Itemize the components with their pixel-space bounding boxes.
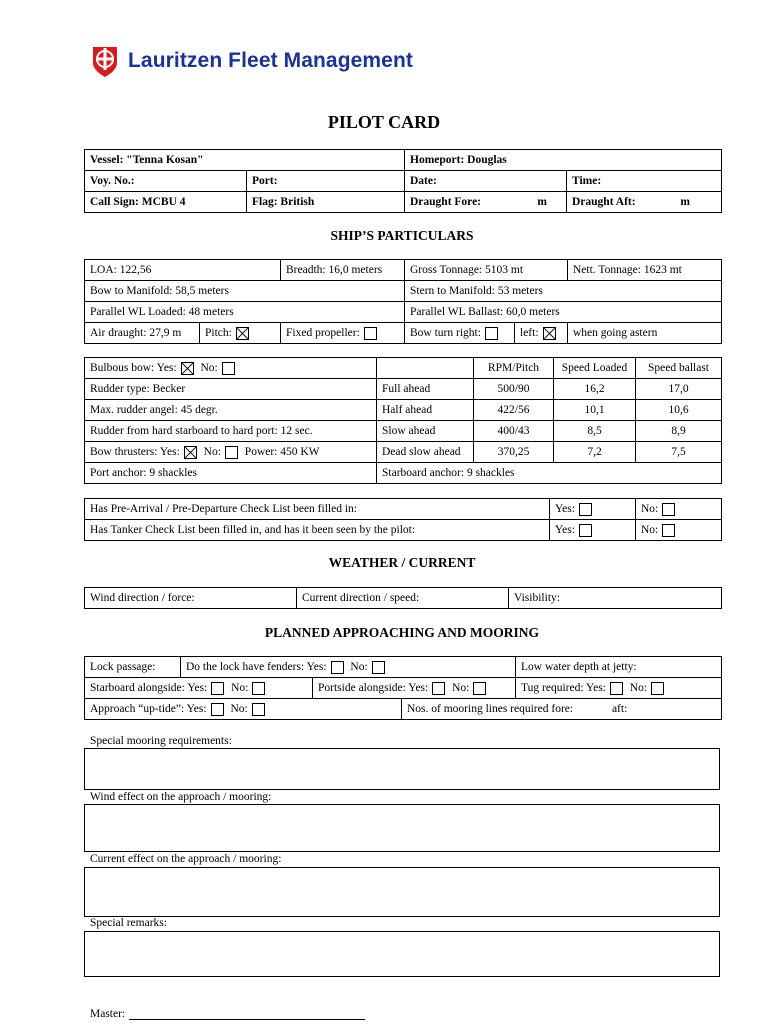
approach-uptide-cell <box>85 699 402 720</box>
tug-yes-checkbox[interactable] <box>610 682 623 695</box>
company-name: Lauritzen Fleet Management <box>128 49 413 72</box>
port-field[interactable]: Port: <box>247 171 405 192</box>
bulbous-no-checkbox[interactable] <box>222 362 235 375</box>
tug-required-label: Tug required: <box>521 681 584 694</box>
pre-arrival-yes-cell <box>550 499 636 520</box>
speed-row-ballast: 7,5 <box>636 442 722 463</box>
wind-effect-label: Wind effect on the approach / mooring: <box>90 791 272 803</box>
speed-header-blank <box>377 358 474 379</box>
draught-fore-unit: m <box>537 196 547 208</box>
starboard-alongside-label: Starboard alongside: <box>90 681 185 694</box>
speed-row-label: Slow ahead <box>377 421 474 442</box>
vessel-name: Vessel: "Tenna Kosan" <box>85 150 405 171</box>
low-water-depth-field[interactable]: Low water depth at jetty: <box>516 657 722 678</box>
starboard-anchor: Starboard anchor: 9 shackles <box>377 463 722 484</box>
nett-tonnage: Nett. Tonnage: 1623 mt <box>568 260 722 281</box>
portside-yes-checkbox[interactable] <box>432 682 445 695</box>
visibility-field[interactable]: Visibility: <box>509 588 722 609</box>
special-mooring-textarea[interactable] <box>84 748 720 790</box>
rudder-hard-over-time: Rudder from hard starboard to hard port: 12 sec. <box>85 421 377 442</box>
special-mooring-label: Special mooring requirements: <box>90 735 232 747</box>
lock-fenders-cell <box>181 657 516 678</box>
flag: Flag: British <box>247 192 405 213</box>
speed-row-loaded: 16,2 <box>554 379 636 400</box>
lock-passage: Lock passage: <box>85 657 181 678</box>
bulbous-bow-cell <box>85 358 377 379</box>
starboard-yes-checkbox[interactable] <box>211 682 224 695</box>
speed-ballast-header: Speed ballast <box>636 358 722 379</box>
voyage-number-field[interactable]: Voy. No.: <box>85 171 247 192</box>
pitch-label: Pitch: <box>205 326 232 339</box>
wind-direction-field[interactable]: Wind direction / force: <box>85 588 297 609</box>
speed-row-ballast: 10,6 <box>636 400 722 421</box>
current-direction-field[interactable]: Current direction / speed: <box>297 588 509 609</box>
thruster-power: Power: 450 KW <box>244 445 320 458</box>
mooring-lines-label: Nos. of mooring lines required fore: <box>407 703 574 715</box>
ships-particulars-heading: SHIP’S PARTICULARS <box>330 228 474 243</box>
mooring-lines-aft-label: aft: <box>611 703 628 715</box>
tanker-checklist-question: Has Tanker Check List been filled in, and has it been seen by the pilot: <box>85 520 550 541</box>
speed-loaded-header: Speed Loaded <box>554 358 636 379</box>
fenders-no-checkbox[interactable] <box>372 661 385 674</box>
uptide-yes-label: Yes: <box>186 702 207 715</box>
bow-turn-left-checkbox[interactable] <box>543 327 556 340</box>
draught-fore-label: Draught Fore: <box>410 196 482 208</box>
special-remarks-label: Special remarks: <box>90 917 167 929</box>
draught-fore-field[interactable] <box>405 192 567 213</box>
bow-turn-left-label: left: <box>520 326 539 339</box>
ship-particulars-table <box>84 259 722 344</box>
bulbous-yes-label: Yes: <box>156 361 177 374</box>
pre-arrival-yes-label: Yes: <box>555 502 575 515</box>
bow-to-manifold: Bow to Manifold: 58,5 meters <box>85 281 405 302</box>
draught-aft-unit: m <box>680 196 691 208</box>
bow-turn-right-label: Bow turn right: <box>410 326 481 339</box>
stern-to-manifold: Stern to Manifold: 53 meters <box>405 281 722 302</box>
master-label: Master: <box>90 1008 126 1020</box>
bow-thrusters-label: Bow thrusters: <box>90 445 158 458</box>
speed-row-label: Full ahead <box>377 379 474 400</box>
date-field[interactable]: Date: <box>405 171 567 192</box>
tanker-no-checkbox[interactable] <box>662 524 675 537</box>
bulbous-bow-label: Bulbous bow: <box>90 361 155 374</box>
vessel-info-table <box>84 149 722 213</box>
thrusters-no-label: No: <box>203 445 221 458</box>
portside-alongside-cell <box>313 678 516 699</box>
page-title: PILOT CARD <box>327 112 441 132</box>
call-sign: Call Sign: MCBU 4 <box>85 192 247 213</box>
tug-no-checkbox[interactable] <box>651 682 664 695</box>
portside-no-label: No: <box>452 681 470 694</box>
tug-required-cell <box>516 678 722 699</box>
bulbous-no-label: No: <box>200 361 218 374</box>
going-astern: when going astern <box>568 323 722 344</box>
speed-row-loaded: 7,2 <box>554 442 636 463</box>
loa: LOA: 122,56 <box>85 260 281 281</box>
signature-line <box>129 1008 365 1020</box>
portside-alongside-label: Portside alongside: <box>318 681 406 694</box>
parallel-wl-ballast: Parallel WL Ballast: 60,0 meters <box>405 302 722 323</box>
port-anchor: Port anchor: 9 shackles <box>85 463 377 484</box>
tug-yes-label: Yes: <box>585 681 606 694</box>
starboard-no-label: No: <box>231 681 249 694</box>
draught-aft-label: Draught Aft: <box>572 196 636 208</box>
speed-row-ballast: 17,0 <box>636 379 722 400</box>
bow-turn-right-cell <box>405 323 515 344</box>
company-logo <box>90 44 413 78</box>
breadth: Breadth: 16,0 meters <box>281 260 405 281</box>
pitch-cell <box>200 323 281 344</box>
tanker-yes-checkbox[interactable] <box>579 524 592 537</box>
fenders-yes-checkbox[interactable] <box>331 661 344 674</box>
uptide-yes-checkbox[interactable] <box>211 703 224 716</box>
speed-row-label: Dead slow ahead <box>377 442 474 463</box>
pitch-checkbox[interactable] <box>236 327 249 340</box>
special-remarks-textarea[interactable] <box>84 931 720 977</box>
speed-row-rpm: 400/43 <box>474 421 554 442</box>
speed-row-rpm: 370,25 <box>474 442 554 463</box>
bow-turn-left-cell <box>515 323 568 344</box>
fenders-yes-label: Yes: <box>306 660 327 673</box>
portside-no-checkbox[interactable] <box>473 682 486 695</box>
rpm-pitch-header: RPM/Pitch <box>474 358 554 379</box>
starboard-no-checkbox[interactable] <box>252 682 265 695</box>
fixed-propeller-checkbox[interactable] <box>364 327 377 340</box>
bow-thrusters-cell <box>85 442 377 463</box>
bow-turn-right-checkbox[interactable] <box>485 327 498 340</box>
draught-aft-field[interactable] <box>567 192 722 213</box>
uptide-no-label: No: <box>230 702 248 715</box>
speed-row-rpm: 500/90 <box>474 379 554 400</box>
weather-table <box>84 587 722 609</box>
lauritzen-shield-icon <box>90 44 120 78</box>
fixed-propeller-label: Fixed propeller: <box>286 326 360 339</box>
parallel-wl-loaded: Parallel WL Loaded: 48 meters <box>85 302 405 323</box>
speed-row-label: Half ahead <box>377 400 474 421</box>
tanker-no-cell <box>636 520 722 541</box>
tanker-yes-label: Yes: <box>555 523 575 536</box>
homeport: Homeport: Douglas <box>405 150 722 171</box>
thrusters-yes-checkbox[interactable] <box>184 446 197 459</box>
current-effect-textarea[interactable] <box>84 867 720 917</box>
tanker-yes-cell <box>550 520 636 541</box>
pre-arrival-checklist-question: Has Pre-Arrival / Pre-Departure Check List been filled in: <box>85 499 550 520</box>
speed-row-ballast: 8,9 <box>636 421 722 442</box>
master-signature-field[interactable] <box>90 1008 365 1020</box>
weather-current-heading: WEATHER / CURRENT <box>328 555 476 570</box>
checklist-table <box>84 498 722 541</box>
portside-yes-label: Yes: <box>408 681 429 694</box>
thrusters-yes-label: Yes: <box>159 445 180 458</box>
speed-row-rpm: 422/56 <box>474 400 554 421</box>
pre-arrival-no-label: No: <box>641 502 659 515</box>
fixed-propeller-cell <box>281 323 405 344</box>
air-draught: Air draught: 27,9 m <box>85 323 200 344</box>
current-effect-label: Current effect on the approach / mooring: <box>90 853 282 865</box>
lock-fenders-label: Do the lock have fenders: <box>186 660 305 673</box>
pre-arrival-yes-checkbox[interactable] <box>579 503 592 516</box>
mooring-table <box>84 656 722 720</box>
bulbous-yes-checkbox[interactable] <box>181 362 194 375</box>
max-rudder-angle: Max. rudder angel: 45 degr. <box>85 400 377 421</box>
speed-row-loaded: 10,1 <box>554 400 636 421</box>
starboard-yes-label: Yes: <box>187 681 208 694</box>
mooring-lines-field[interactable] <box>402 699 722 720</box>
fenders-no-label: No: <box>350 660 368 673</box>
tanker-no-label: No: <box>641 523 659 536</box>
pre-arrival-no-cell <box>636 499 722 520</box>
pre-arrival-no-checkbox[interactable] <box>662 503 675 516</box>
thrusters-no-checkbox[interactable] <box>225 446 238 459</box>
speed-row-loaded: 8,5 <box>554 421 636 442</box>
approach-uptide-label: Approach “up-tide”: <box>90 702 185 715</box>
gross-tonnage: Gross Tonnage: 5103 mt <box>405 260 568 281</box>
time-field[interactable]: Time: <box>567 171 722 192</box>
starboard-alongside-cell <box>85 678 313 699</box>
engine-speed-table <box>84 357 722 484</box>
tug-no-label: No: <box>629 681 648 694</box>
mooring-heading: PLANNED APPROACHING AND MOORING <box>264 625 540 640</box>
uptide-no-checkbox[interactable] <box>252 703 265 716</box>
wind-effect-textarea[interactable] <box>84 804 720 852</box>
rudder-type: Rudder type: Becker <box>85 379 377 400</box>
